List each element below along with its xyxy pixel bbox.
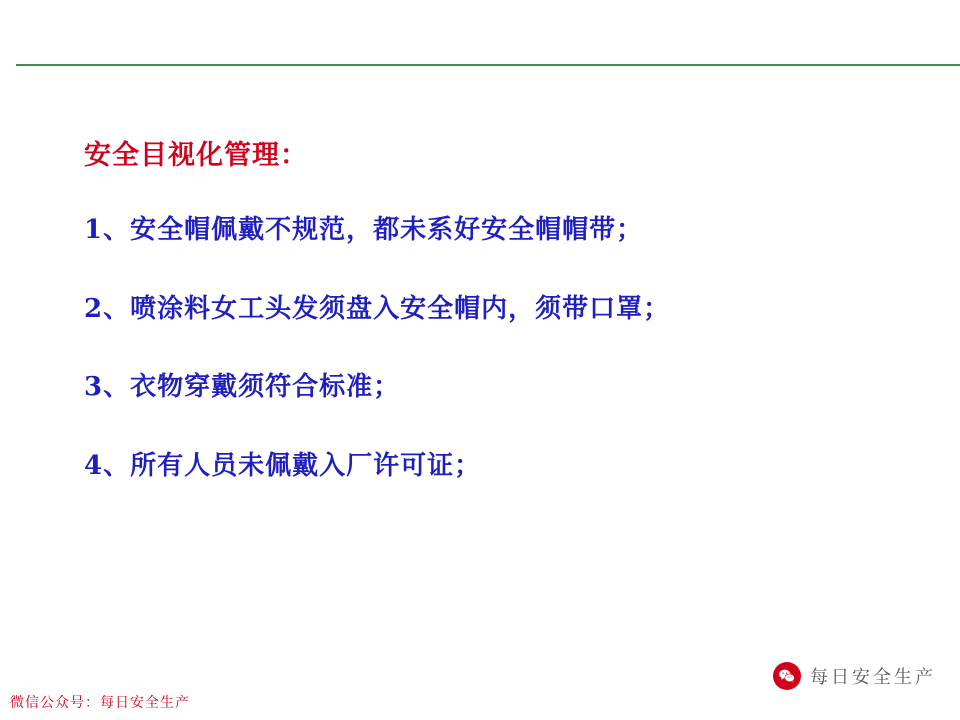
list-item: 2、喷涂料女工头发须盘入安全帽内，须带口罩；	[84, 293, 671, 324]
list-item: 4、所有人员未佩戴入厂许可证；	[84, 450, 482, 481]
wechat-icon	[773, 662, 801, 690]
watermark-text: 每日安全生产	[810, 667, 936, 688]
footer-credit: 微信公众号：每日安全生产	[10, 695, 190, 711]
watermark-logo	[773, 662, 936, 690]
slide-heading: 安全目视化管理：	[84, 140, 308, 171]
list-item: 1、安全帽佩戴不规范，都未系好安全帽帽带；	[84, 215, 644, 246]
list-item: 3、衣物穿戴须符合标准；	[84, 372, 401, 403]
top-divider-line	[0, 64, 960, 66]
slide-content	[84, 140, 884, 482]
left-edge-strip	[0, 0, 3, 720]
